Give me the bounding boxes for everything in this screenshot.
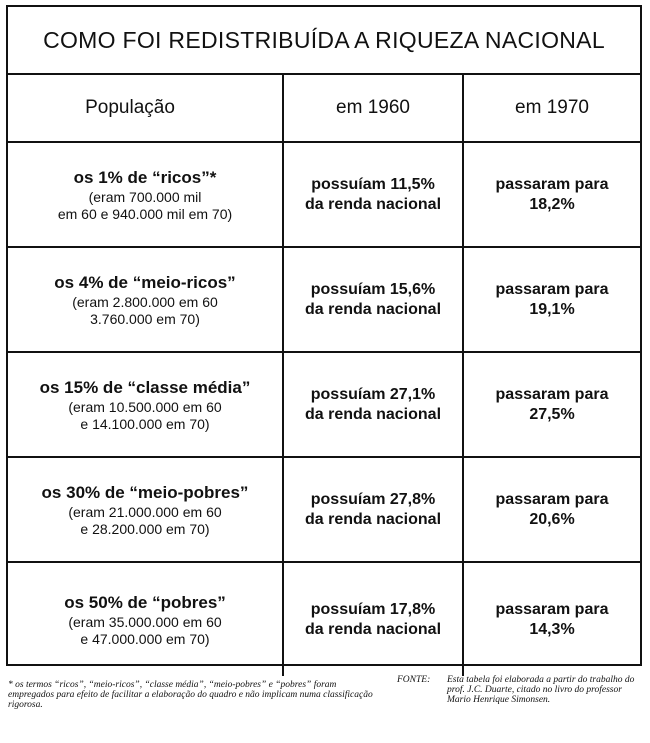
header-1960: em 1960 — [284, 75, 464, 141]
population-cell — [8, 353, 284, 456]
share-1960-cell — [284, 353, 464, 456]
share-1960: possuíam 17,8% — [310, 600, 436, 618]
group-detail: e 28.200.000 em 70) — [80, 520, 210, 537]
group-label: os 50% de “pobres” — [64, 592, 226, 612]
source-label: FONTE: — [397, 675, 431, 685]
share-1960-cell — [284, 458, 464, 561]
share-1960: possuíam 27,1% — [310, 385, 436, 403]
share-1970-cell — [464, 353, 640, 456]
group-detail: (eram 2.800.000 em 60 — [72, 293, 218, 310]
share-1970: 14,3% — [529, 620, 575, 638]
group-detail: (eram 10.500.000 em 60 — [68, 398, 222, 415]
table-row — [8, 458, 640, 563]
table-row — [8, 143, 640, 248]
share-1970: 18,2% — [529, 195, 575, 213]
footnote: * os termos “ricos”, “meio-ricos”, “classe média”, “meio-pobres” e “pobres” foram empregados para efeito de facilitar a elaboração do quadro e não implicam numa classificação rigorosa. — [8, 680, 373, 710]
group-detail: (eram 700.000 mil — [88, 188, 202, 205]
group-label: os 4% de “meio-ricos” — [54, 272, 236, 292]
population-cell — [8, 248, 284, 351]
share-1970-note: passaram para — [495, 175, 609, 193]
group-detail: e 47.000.000 em 70) — [80, 630, 210, 647]
share-1960: possuíam 11,5% — [311, 175, 435, 193]
share-1970-cell — [464, 563, 640, 676]
share-1960: possuíam 15,6% — [310, 280, 436, 298]
share-1960-note: da renda nacional — [304, 620, 442, 638]
group-detail: (eram 35.000.000 em 60 — [68, 613, 222, 630]
group-detail: (eram 21.000.000 em 60 — [68, 503, 222, 520]
group-detail: 3.760.000 em 70) — [90, 310, 200, 327]
population-cell — [8, 143, 284, 246]
group-detail: em 60 e 940.000 mil em 70) — [57, 205, 233, 222]
source-text: Esta tabela foi elaborada a partir do trabalho do prof. J.C. Duarte, citado no livro do professor Mario Henrique Simonsen. — [447, 675, 635, 705]
share-1960-note: da renda nacional — [304, 300, 442, 318]
share-1970: 20,6% — [529, 510, 575, 528]
table-row — [8, 248, 640, 353]
share-1960-cell — [284, 143, 464, 246]
share-1970-note: passaram para — [495, 280, 609, 298]
share-1970-note: passaram para — [495, 385, 609, 403]
share-1970-note: passaram para — [495, 490, 609, 508]
share-1960-note: da renda nacional — [304, 195, 442, 213]
population-cell — [8, 563, 284, 676]
header-row — [8, 75, 640, 143]
group-detail: e 14.100.000 em 70) — [80, 415, 210, 432]
share-1970-cell — [464, 248, 640, 351]
table-row — [8, 353, 640, 458]
source-note — [397, 675, 645, 705]
share-1960-note: da renda nacional — [304, 510, 442, 528]
share-1970-cell — [464, 458, 640, 561]
group-label: os 1% de “ricos”* — [73, 167, 217, 187]
share-1970: 27,5% — [529, 405, 575, 423]
header-population: População — [8, 75, 284, 141]
share-1960-cell — [284, 563, 464, 676]
income-table — [6, 5, 642, 666]
share-1970: 19,1% — [529, 300, 575, 318]
share-1960-cell — [284, 248, 464, 351]
group-label: os 15% de “classe média” — [39, 377, 251, 397]
share-1960-note: da renda nacional — [304, 405, 442, 423]
share-1970-note: passaram para — [495, 600, 609, 618]
population-cell — [8, 458, 284, 561]
share-1960: possuíam 27,8% — [310, 490, 436, 508]
table-title: COMO FOI REDISTRIBUÍDA A RIQUEZA NACIONAL — [8, 7, 640, 75]
table-row — [8, 563, 640, 676]
group-label: os 30% de “meio-pobres” — [41, 482, 249, 502]
header-1970: em 1970 — [515, 97, 589, 118]
share-1970-cell — [464, 143, 640, 246]
